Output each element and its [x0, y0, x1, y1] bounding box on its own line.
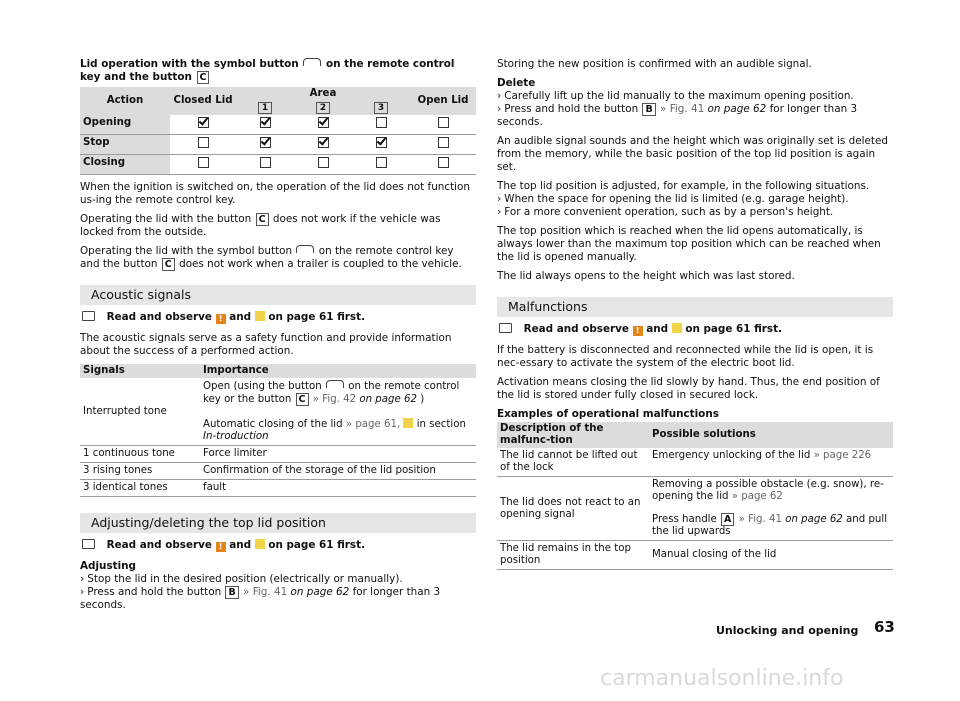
section-ref: In-troduction [203, 431, 269, 442]
check-cell [410, 115, 476, 135]
book-icon [82, 539, 95, 549]
checked-box-icon [260, 117, 271, 128]
page-link[interactable]: » page 62 [731, 491, 783, 502]
text: does not work when a trailer is coupled to the vehicle. [179, 258, 462, 270]
acoustic-intro: The acoustic signals serve as a safety function and provide information about the success of a performed action. [80, 332, 452, 357]
text: for longer than 3 seconds. [497, 103, 858, 128]
table-row [497, 541, 893, 570]
book-icon [82, 311, 95, 321]
text: Automatic closing of the lid [203, 419, 343, 430]
text: Open (using the button [203, 381, 322, 392]
description-cell: The lid cannot be lifted out of the lock [497, 448, 649, 477]
adjust-step-1 [80, 573, 476, 586]
checked-box-icon [318, 117, 329, 128]
text: does not work if the vehicle was locked from the outside. [80, 213, 441, 238]
check-cell [294, 135, 352, 155]
importance-cell: Confirmation of the storage of the lid position [200, 463, 476, 480]
situation-1 [497, 193, 893, 206]
stored-note: Storing the new position is confirmed with an audible signal. [497, 58, 812, 70]
page-link[interactable]: » page 61, [345, 419, 401, 430]
empty-box-icon [438, 137, 449, 148]
adjusting-label: Adjusting [80, 560, 136, 572]
lid-operation-table [80, 87, 476, 175]
area-1-key: 1 [258, 102, 272, 114]
solution-cell [649, 477, 893, 541]
text: Operating the lid with the symbol button [80, 245, 293, 257]
page-link[interactable]: » page 226 [813, 450, 872, 461]
col-solutions: Possible solutions [649, 422, 893, 448]
text: on page 61 first. [268, 311, 366, 323]
check-cell [170, 135, 236, 155]
page-ref: on page 62 [707, 103, 767, 115]
check-cell [170, 155, 236, 175]
text: for longer than 3 seconds. [80, 586, 441, 611]
text: Read and observe [523, 323, 629, 335]
text: ) [420, 394, 425, 405]
warning-icon: ! [216, 542, 226, 552]
signals-table [80, 364, 476, 497]
note-icon [672, 323, 682, 333]
check-cell [236, 135, 294, 155]
arrow-icon: › [497, 206, 502, 218]
arrow-icon: › [80, 573, 85, 585]
button-c-key: C [162, 258, 175, 271]
text: Press handle [652, 514, 717, 525]
fig-link[interactable]: » Fig. 42 [312, 394, 357, 405]
table-row [497, 477, 893, 541]
check-cell [294, 115, 352, 135]
checked-box-icon [260, 137, 271, 148]
malfunctions-title: Malfunctions [497, 297, 893, 317]
table-row [80, 463, 476, 480]
text: and [646, 323, 669, 335]
left-column [80, 58, 476, 612]
observe-note [497, 323, 893, 336]
col-closed: Closed Lid [170, 87, 236, 115]
lid-operation-heading [80, 58, 476, 84]
text: Carefully lift up the lid manually to the maximum opening position. [504, 90, 854, 102]
text: Emergency unlocking of the lid [652, 450, 811, 461]
check-cell [352, 115, 410, 135]
button-c-key: C [197, 71, 210, 84]
row-label: Stop [80, 135, 170, 155]
page-ref: on page 62 [290, 586, 350, 598]
text: and [229, 539, 252, 551]
empty-box-icon [376, 117, 387, 128]
watermark: carmanualsonline.info [600, 666, 844, 691]
remote-symbol-icon [296, 245, 314, 253]
checked-box-icon [198, 117, 209, 128]
remote-symbol-icon [303, 58, 321, 66]
empty-box-icon [198, 157, 209, 168]
importance-cell: Force limiter [200, 446, 476, 463]
note-icon [403, 418, 413, 428]
table-row [497, 448, 893, 477]
text: on the remote control key or the button [203, 381, 460, 405]
signal-cell: 1 continuous tone [80, 446, 200, 463]
check-cell [170, 115, 236, 135]
locked-note [80, 213, 476, 239]
delete-step-2 [497, 103, 893, 129]
battery-note: If the battery is disconnected and reconnected while the lid is open, it is nec-essary to activate the system of the electric boot lid. [497, 344, 874, 369]
check-cell [410, 155, 476, 175]
arrow-icon: › [497, 103, 502, 115]
book-icon [499, 323, 512, 333]
warning-icon: ! [216, 314, 226, 324]
text: Operating the lid with the button [80, 213, 252, 225]
col-area: Area [236, 87, 410, 101]
col-open: Open Lid [410, 87, 476, 115]
arrow-icon: › [80, 586, 85, 598]
check-cell [352, 135, 410, 155]
heading-text-b: on the remote control key and the button [80, 58, 455, 83]
acoustic-signals-title: Acoustic signals [80, 285, 476, 305]
empty-box-icon [438, 157, 449, 168]
col-importance: Importance [200, 364, 476, 378]
check-cell [410, 135, 476, 155]
text: on page 61 first. [268, 539, 366, 551]
text: Press and hold the button [87, 586, 222, 598]
checked-box-icon [376, 137, 387, 148]
text: Read and observe [106, 539, 212, 551]
signal-cell: 3 identical tones [80, 480, 200, 497]
text: in section [416, 419, 466, 430]
row-label: Closing [80, 155, 170, 175]
empty-box-icon [260, 157, 271, 168]
observe-note [80, 311, 476, 324]
text: Removing a possible obstacle (e.g. snow), re-opening the lid [652, 479, 884, 502]
trailer-note [80, 245, 476, 271]
check-cell [352, 155, 410, 175]
table-row [80, 115, 476, 135]
audible-note: An audible signal sounds and the height which was originally set is deleted from the memory, while the basic position of the top lid position is again set. [497, 135, 888, 173]
description-cell: The lid does not react to an opening signal [497, 477, 649, 541]
description-cell: The lid remains in the top position [497, 541, 649, 570]
importance-cell: fault [200, 480, 476, 497]
col-description: Description of the malfunc-tion [497, 422, 649, 448]
area-2-key: 2 [316, 102, 330, 114]
button-b-key: B [642, 103, 655, 116]
note-icon [255, 311, 265, 321]
always-note: The lid always opens to the height which was last stored. [497, 270, 795, 282]
empty-box-icon [438, 117, 449, 128]
delete-label: Delete [497, 77, 536, 89]
text: Press and hold the button [504, 103, 639, 115]
signal-cell: 3 rising tones [80, 463, 200, 480]
fig-link[interactable]: » Fig. 41 [660, 103, 705, 115]
row-label: Opening [80, 115, 170, 135]
page-number: 63 [874, 618, 895, 636]
page-ref: on page 62 [359, 394, 417, 405]
adjusted-note: The top lid position is adjusted, for example, in the following situations. [497, 180, 870, 192]
text: and pull the lid upwards [652, 514, 888, 537]
check-cell [294, 155, 352, 175]
delete-step-1 [497, 90, 893, 103]
button-c-key: C [256, 213, 269, 226]
text: on the remote control key and the button [80, 245, 454, 270]
text: and [229, 311, 252, 323]
empty-box-icon [376, 157, 387, 168]
text: For a more convenient operation, such as by a person's height. [504, 206, 834, 218]
text: When the space for opening the lid is limited (e.g. garage height). [504, 193, 849, 205]
fig-link[interactable]: » Fig. 41 [738, 514, 782, 525]
solution-cell [649, 448, 893, 477]
adjusting-title: Adjusting/deleting the top lid position [80, 513, 476, 533]
fig-link[interactable]: » Fig. 41 [243, 586, 288, 598]
footer-section-title: Unlocking and opening [716, 624, 859, 637]
ignition-note: When the ignition is switched on, the operation of the lid does not function us-ing the remote control key. [80, 181, 470, 206]
warning-icon: ! [633, 326, 643, 336]
empty-box-icon [318, 157, 329, 168]
arrow-icon: › [497, 193, 502, 205]
area-3-key: 3 [374, 102, 388, 114]
button-b-key: B [225, 586, 238, 599]
col-signals: Signals [80, 364, 200, 378]
text: Read and observe [106, 311, 212, 323]
page-ref: on page 62 [785, 514, 843, 525]
text: Stop the lid in the desired position (electrically or manually). [87, 573, 403, 585]
situation-2 [497, 206, 893, 219]
table-row [80, 155, 476, 175]
checked-box-icon [318, 137, 329, 148]
table-row [80, 378, 476, 446]
button-c-key: C [296, 393, 309, 406]
importance-cell [200, 378, 476, 446]
activation-note: Activation means closing the lid slowly by hand. Thus, the end position of the lid is stored under fully closed in secured lock. [497, 376, 880, 401]
heading-text-a: Lid operation with the symbol button [80, 58, 299, 70]
observe-note [80, 539, 476, 552]
table-row [80, 135, 476, 155]
top-position-note: The top position which is reached when the lid opens automatically, is always lower than the maximum top position which can be reached when the lid is opened manually. [497, 225, 881, 263]
table-row [80, 480, 476, 497]
adjust-step-2 [80, 586, 476, 612]
examples-label: Examples of operational malfunctions [497, 408, 719, 420]
check-cell [236, 155, 294, 175]
handle-a-key: A [721, 513, 734, 526]
text: on page 61 first. [685, 323, 783, 335]
col-action: Action [80, 87, 170, 115]
arrow-icon: › [497, 90, 502, 102]
check-cell [236, 115, 294, 135]
right-column [497, 58, 893, 570]
malfunctions-table [497, 422, 893, 570]
solution-cell: Manual closing of the lid [649, 541, 893, 570]
empty-box-icon [198, 137, 209, 148]
table-row [80, 446, 476, 463]
signal-cell: Interrupted tone [80, 378, 200, 446]
note-icon [255, 539, 265, 549]
remote-symbol-icon [326, 380, 344, 388]
